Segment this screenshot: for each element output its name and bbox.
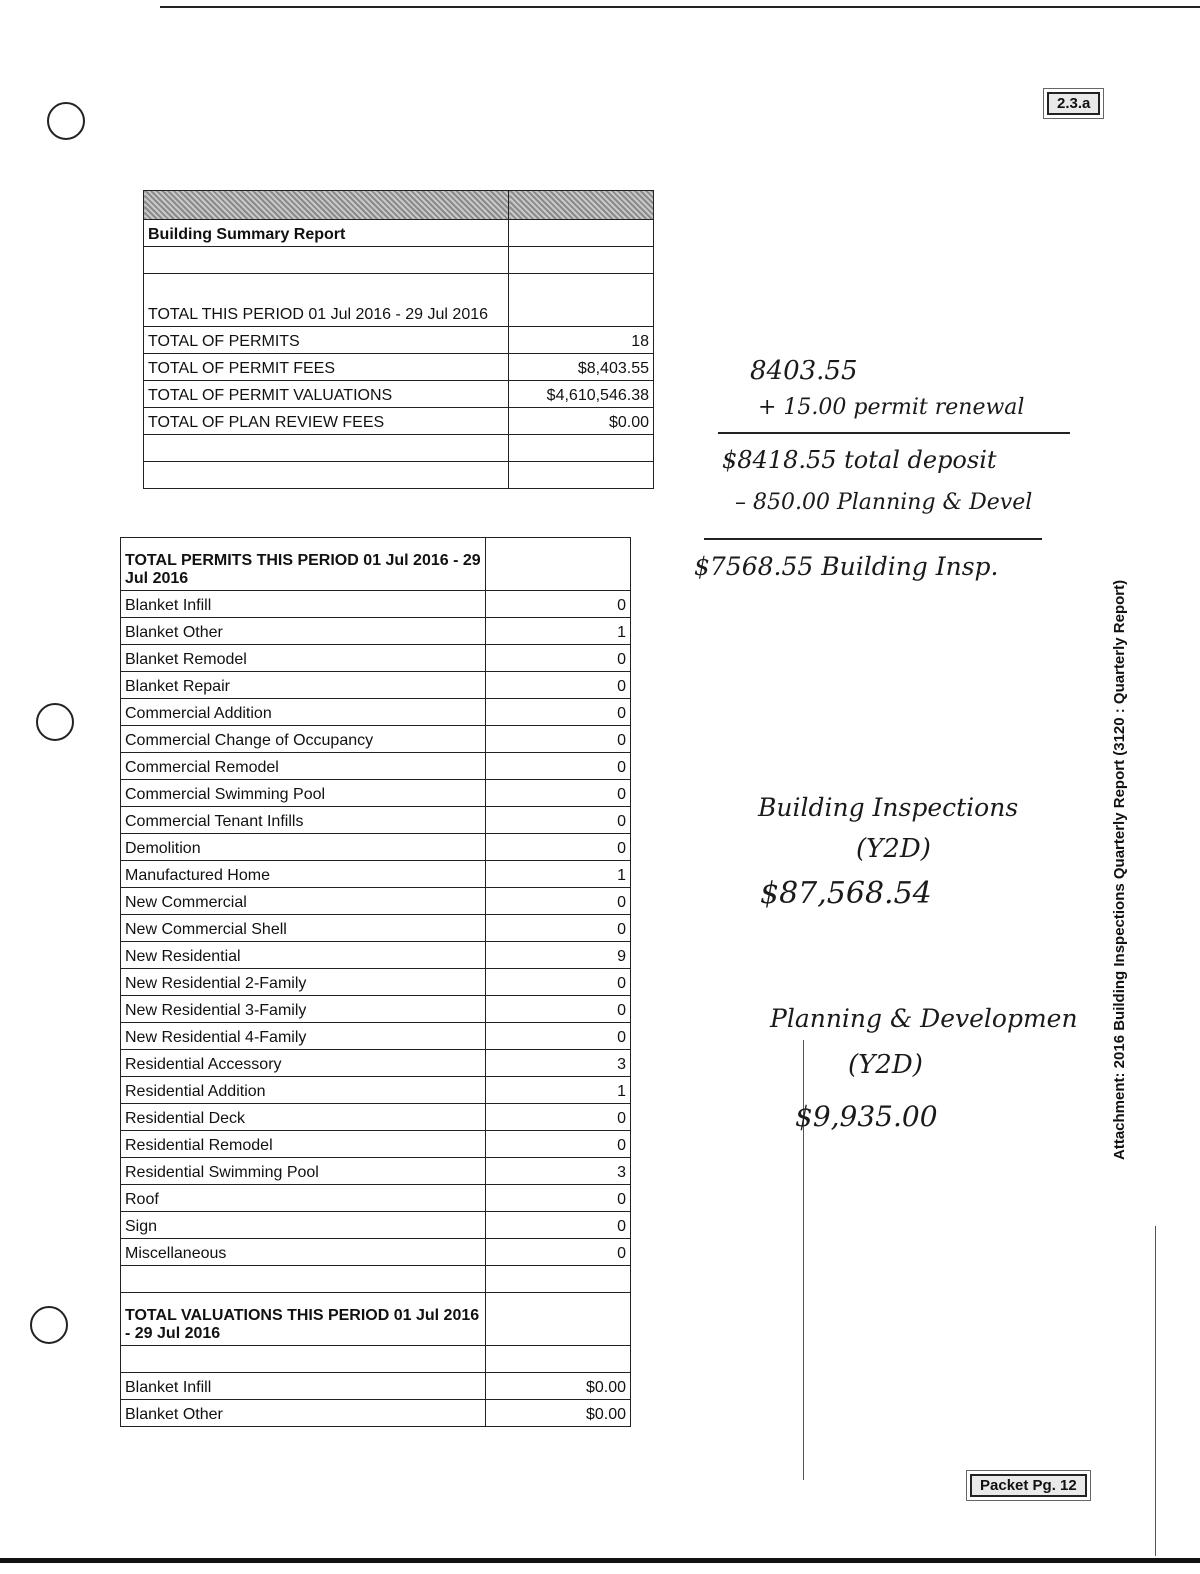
row-value: 0: [486, 1212, 631, 1239]
table-row: [121, 1400, 631, 1427]
building-inspections-amount: $87,568.54: [760, 876, 932, 911]
row-value: 0: [486, 996, 631, 1023]
building-inspections-ytd: (Y2D): [856, 834, 931, 864]
period-heading: TOTAL THIS PERIOD 01 Jul 2016 - 29 Jul 2016: [144, 274, 509, 327]
table-row: [121, 591, 631, 618]
row-label: Commercial Swimming Pool: [121, 780, 486, 807]
table-row: [144, 408, 654, 435]
row-value: 0: [486, 969, 631, 996]
row-label: TOTAL OF PERMIT FEES: [144, 354, 509, 381]
planning-development-amount: $9,935.00: [795, 1100, 938, 1133]
row-value: 0: [486, 672, 631, 699]
row-value: [486, 1293, 631, 1346]
table-row: [121, 1131, 631, 1158]
table-row: [121, 807, 631, 834]
row-value: [509, 462, 654, 489]
row-value: $4,610,546.38: [509, 381, 654, 408]
row-label: TOTAL OF PLAN REVIEW FEES: [144, 408, 509, 435]
table-row: [121, 1158, 631, 1185]
row-label: Roof: [121, 1185, 486, 1212]
table-row: [144, 354, 654, 381]
row-value: 1: [486, 1077, 631, 1104]
row-label: TOTAL OF PERMIT VALUATIONS: [144, 381, 509, 408]
row-label: New Residential 3-Family: [121, 996, 486, 1023]
row-value: 3: [486, 1050, 631, 1077]
row-label: Residential Accessory: [121, 1050, 486, 1077]
note-line-1: 8403.55: [750, 356, 858, 386]
row-value: $0.00: [486, 1400, 631, 1427]
row-value: 0: [486, 1185, 631, 1212]
table-row: [121, 753, 631, 780]
row-label: TOTAL OF PERMITS: [144, 327, 509, 354]
row-label: Miscellaneous: [121, 1239, 486, 1266]
row-value: $8,403.55: [509, 354, 654, 381]
row-value: 0: [486, 726, 631, 753]
row-label: Sign: [121, 1212, 486, 1239]
row-value: 0: [486, 834, 631, 861]
summary-table: [143, 190, 654, 489]
row-value: $0.00: [486, 1373, 631, 1400]
row-value: 0: [486, 591, 631, 618]
row-label: Demolition: [121, 834, 486, 861]
top-edge-line: [160, 6, 1200, 8]
punch-hole-icon: [47, 102, 85, 140]
row-label: Commercial Addition: [121, 699, 486, 726]
row-value: [486, 538, 631, 591]
table-row: [121, 915, 631, 942]
row-label: [121, 1346, 486, 1373]
note-line-3: $8418.55 total deposit: [722, 446, 997, 474]
row-value: [509, 435, 654, 462]
row-label: Residential Remodel: [121, 1131, 486, 1158]
table-row: [121, 1293, 631, 1346]
table-row: [121, 538, 631, 591]
row-label: New Residential: [121, 942, 486, 969]
row-value: 0: [486, 1131, 631, 1158]
row-label: New Residential 2-Family: [121, 969, 486, 996]
table-row: [121, 726, 631, 753]
table-row: [121, 1023, 631, 1050]
row-value: $0.00: [509, 408, 654, 435]
note-rule: [704, 538, 1042, 540]
row-value: 0: [486, 1104, 631, 1131]
table-row: [121, 780, 631, 807]
row-label: [144, 462, 509, 489]
table-row: [121, 1212, 631, 1239]
punch-hole-icon: [36, 703, 74, 741]
row-label: [144, 435, 509, 462]
bottom-edge-line: [0, 1558, 1200, 1563]
note-line-4: – 850.00 Planning & Devel: [735, 490, 1033, 515]
row-label: Blanket Other: [121, 618, 486, 645]
table-row: [121, 969, 631, 996]
report-title: Building Summary Report: [144, 220, 509, 247]
row-label: Commercial Tenant Infills: [121, 807, 486, 834]
row-label: Blanket Infill: [121, 591, 486, 618]
row-value: 3: [486, 1158, 631, 1185]
row-value: 0: [486, 888, 631, 915]
punch-hole-icon: [30, 1306, 68, 1344]
row-value: 0: [486, 645, 631, 672]
row-value: 0: [486, 915, 631, 942]
table-row: [121, 1373, 631, 1400]
table-header-band: [144, 191, 654, 220]
row-label: Blanket Infill: [121, 1373, 486, 1400]
row-value: 0: [486, 699, 631, 726]
row-label: Blanket Remodel: [121, 645, 486, 672]
table-row: [121, 834, 631, 861]
row-value: 1: [486, 861, 631, 888]
table-row: [121, 942, 631, 969]
row-label: Residential Swimming Pool: [121, 1158, 486, 1185]
table-row: [121, 1185, 631, 1212]
row-value: 9: [486, 942, 631, 969]
table-row: [121, 1346, 631, 1373]
table-row: [121, 1050, 631, 1077]
table-row: [121, 888, 631, 915]
row-value: [486, 1346, 631, 1373]
table-row: [144, 462, 654, 489]
building-inspections-label: Building Inspections: [758, 793, 1019, 822]
planning-development-ytd: (Y2D): [848, 1050, 923, 1080]
row-value: 0: [486, 753, 631, 780]
table-row: [144, 327, 654, 354]
table-row: [121, 996, 631, 1023]
row-value: [486, 1266, 631, 1293]
table-row: [121, 1239, 631, 1266]
table-row: [144, 381, 654, 408]
row-value: 18: [509, 327, 654, 354]
row-label: Commercial Change of Occupancy: [121, 726, 486, 753]
packet-page-tag: Packet Pg. 12: [970, 1474, 1087, 1497]
row-value: 0: [486, 1239, 631, 1266]
table-row: [121, 861, 631, 888]
table-row: [121, 672, 631, 699]
row-label: Residential Deck: [121, 1104, 486, 1131]
note-line-5: $7568.55 Building Insp.: [694, 552, 999, 581]
note-line-2: + 15.00 permit renewal: [758, 395, 1025, 420]
row-value: 0: [486, 1023, 631, 1050]
row-value: 0: [486, 780, 631, 807]
row-label: Commercial Remodel: [121, 753, 486, 780]
table-row: [121, 618, 631, 645]
table-row: [121, 1266, 631, 1293]
attachment-sidebar-label: Attachment: 2016 Building Inspections Quarterly Report (3120 : Quarterly Report): [1111, 579, 1128, 1160]
margin-rule: [1155, 1226, 1156, 1556]
row-label: Blanket Repair: [121, 672, 486, 699]
row-label: TOTAL PERMITS THIS PERIOD 01 Jul 2016 - 29 Jul 2016: [121, 538, 486, 591]
table-row: [121, 645, 631, 672]
row-label: Residential Addition: [121, 1077, 486, 1104]
attachment-ref-tag: 2.3.a: [1047, 92, 1100, 115]
note-rule: [718, 432, 1070, 434]
table-row: [144, 435, 654, 462]
row-value: 0: [486, 807, 631, 834]
row-label: [121, 1266, 486, 1293]
row-label: New Commercial Shell: [121, 915, 486, 942]
row-label: New Residential 4-Family: [121, 1023, 486, 1050]
row-value: 1: [486, 618, 631, 645]
planning-development-label: Planning & Developmen: [770, 1004, 1078, 1033]
row-label: Manufactured Home: [121, 861, 486, 888]
table-row: [121, 1104, 631, 1131]
table-row: [121, 1077, 631, 1104]
permits-table: [120, 537, 631, 1427]
row-label: New Commercial: [121, 888, 486, 915]
table-row: [121, 699, 631, 726]
row-label: TOTAL VALUATIONS THIS PERIOD 01 Jul 2016 - 29 Jul 2016: [121, 1293, 486, 1346]
row-label: Blanket Other: [121, 1400, 486, 1427]
